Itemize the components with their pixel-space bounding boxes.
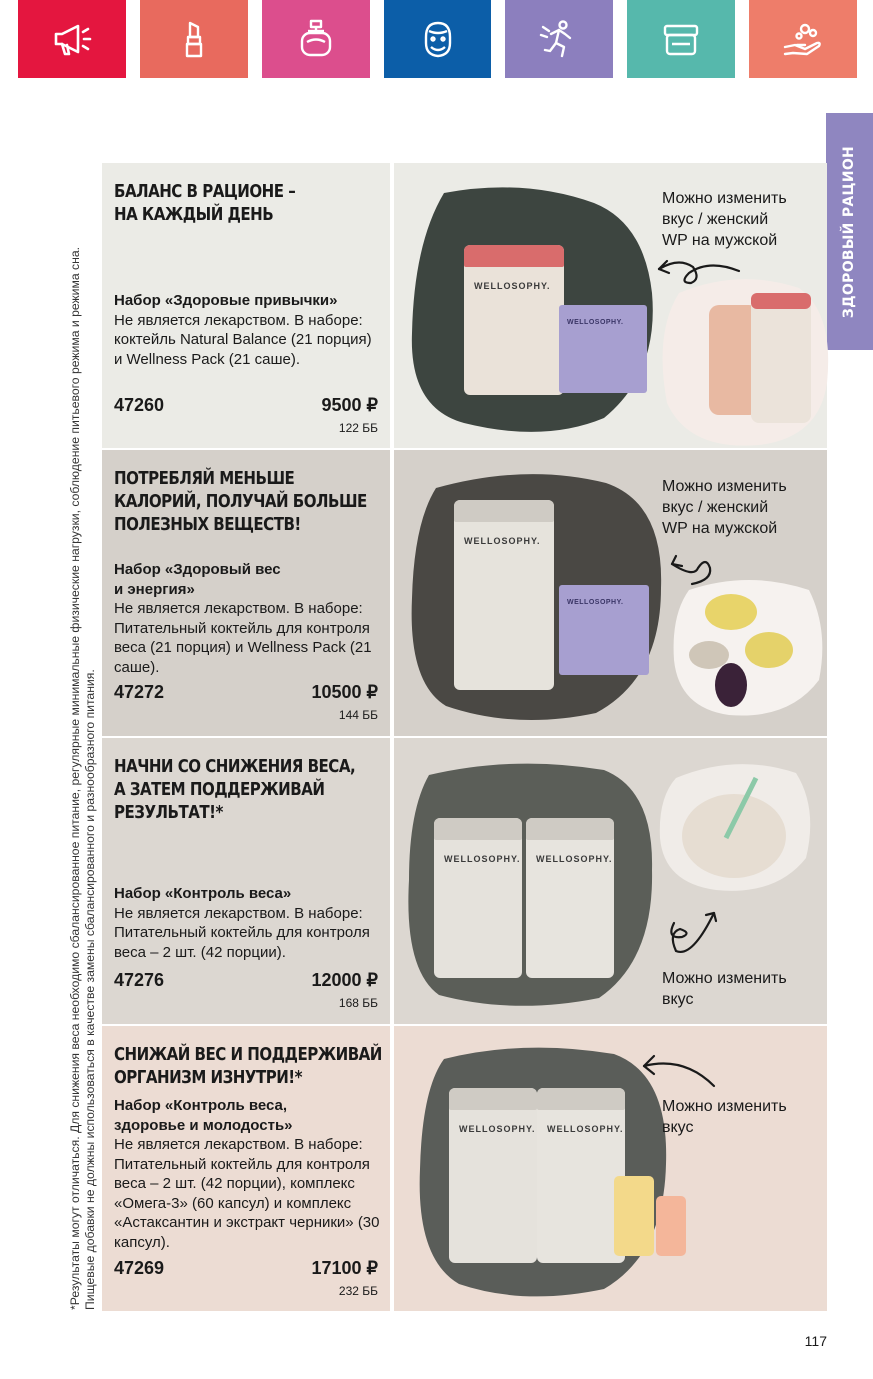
page-number: 117 [804, 1333, 827, 1349]
change-note: Можно изменить вкус [662, 1098, 787, 1136]
arrow-icon [662, 903, 722, 963]
product-code: 47276 [114, 970, 165, 990]
product-bb: 232 ББ [338, 1284, 378, 1298]
set-contents: Не является лекарством. В наборе: Питательный коктейль для контроля веса – 2 шт. (42 порции), комплекс «Омега-3» (60 капсул) и комплекс «Астаксантин и экстракт черники» (30 капсул). [114, 1136, 380, 1251]
side-tab-label: ЗДОРОВЫЙ РАЦИОН [841, 145, 858, 318]
product-code: 47269 [114, 1258, 165, 1278]
brand-label: WELLOSOPHY. [567, 319, 624, 326]
set-name: Набор «Контроль веса» [114, 885, 292, 902]
drink-photo-backdrop [659, 273, 829, 448]
cream-jar-icon [659, 17, 703, 61]
perfume-icon [294, 17, 338, 61]
drink-photo [656, 758, 816, 898]
product-title: ПОТРЕБЛЯЙ МЕНЬШЕ КАЛОРИЙ, ПОЛУЧАЙ БОЛЬШЕ ПОЛЕЗНЫХ ВЕЩЕСТВ! [114, 469, 367, 535]
shake-can [454, 500, 554, 690]
brand-label: WELLOSOPHY. [464, 536, 541, 546]
product-section-4 [102, 1026, 827, 1311]
product-image-1 [394, 163, 827, 448]
product-description [114, 884, 384, 962]
man-face-icon [416, 17, 460, 61]
brand-label: WELLOSOPHY. [459, 1124, 536, 1134]
product-section-2 [102, 450, 827, 736]
product-title: СНИЖАЙ ВЕС И ПОДДЕРЖИВАЙ ОРГАНИЗМ ИЗНУТРИ!* [114, 1045, 382, 1088]
product-title: БАЛАНС В РАЦИОНЕ – НА КАЖДЫЙ ДЕНЬ [114, 182, 296, 225]
set-contents: Не является лекарством. В наборе: коктейль Natural Balance (21 порция) и Wellness Pack (21 саше). [114, 311, 372, 368]
category-tabs [18, 0, 857, 78]
astaxanthin-bottle [656, 1196, 686, 1256]
set-contents: Не является лекарством. В наборе: Питательный коктейль для контроля веса – 2 шт. (42 порции). [114, 904, 370, 961]
shake-can [526, 818, 614, 978]
product-image-2 [394, 450, 827, 736]
disclaimer [68, 190, 98, 1310]
shake-can [434, 818, 522, 978]
shake-can [537, 1088, 625, 1263]
category-tab-makeup[interactable] [140, 0, 248, 78]
product-image-4 [394, 1026, 827, 1311]
set-name: Набор «Контроль веса, здоровье и молодость» [114, 1097, 293, 1134]
brand-label: WELLOSOPHY. [444, 854, 521, 864]
product-price: 17100 ₽ [311, 1258, 378, 1278]
change-note: Можно изменить вкус [662, 970, 787, 1008]
capsules-photo [669, 570, 827, 720]
shake-can [449, 1088, 537, 1263]
product-section-1 [102, 163, 827, 448]
side-tab-healthy-diet[interactable] [826, 113, 873, 350]
product-code: 47272 [114, 682, 165, 702]
brand-label: WELLOSOPHY. [536, 854, 613, 864]
disclaimer-line-2: Пищевые добавки не должны использоваться в качестве замены сбалансированного и разнообразного питания. [83, 669, 97, 1310]
hand-wash-icon [781, 17, 825, 61]
arrow-icon [634, 1046, 719, 1091]
runner-icon [537, 17, 581, 61]
set-contents: Не является лекарством. В наборе: Питательный коктейль для контроля веса (21 порция) и Wellness Pack (21 саше). [114, 600, 372, 676]
product-code: 47260 [114, 395, 165, 415]
product-bb: 168 ББ [338, 996, 378, 1010]
shake-can [464, 245, 564, 395]
change-note: Можно изменить вкус / женский WP на мужской [662, 190, 787, 249]
wellness-pack-box [559, 305, 647, 393]
lipstick-icon [172, 17, 216, 61]
brand-label: WELLOSOPHY. [567, 599, 624, 606]
set-name: Набор «Здоровые привычки» [114, 292, 338, 309]
product-bb: 122 ББ [338, 421, 378, 435]
wellness-pack-box [559, 585, 649, 675]
category-tab-health[interactable] [505, 0, 613, 78]
product-text-3 [102, 738, 390, 1024]
product-text-4 [102, 1026, 390, 1311]
product-image-3 [394, 738, 827, 1024]
product-description [114, 560, 384, 677]
product-section-3 [102, 738, 827, 1024]
product-text-1 [102, 163, 390, 448]
product-description [114, 291, 384, 369]
arrow-icon [662, 550, 722, 590]
product-bb: 144 ББ [338, 708, 378, 722]
disclaimer-line-1: *Результаты могут отличаться. Для снижения веса необходимо сбалансированное питание, регулярные минимальные физические нагрузки, соблюдение питьевого режима и режима сна. [68, 246, 82, 1310]
omega-3-bottle [614, 1176, 654, 1256]
category-tab-home[interactable] [749, 0, 857, 78]
product-price: 10500 ₽ [311, 682, 378, 702]
change-note: Можно изменить вкус / женский WP на мужской [662, 478, 787, 537]
product-title: НАЧНИ СО СНИЖЕНИЯ ВЕСА, А ЗАТЕМ ПОДДЕРЖИВАЙ РЕЗУЛЬТАТ!* [114, 757, 356, 823]
product-text-2 [102, 450, 390, 736]
category-tab-perfume[interactable] [262, 0, 370, 78]
megaphone-icon [50, 17, 94, 61]
category-tab-promo[interactable] [18, 0, 126, 78]
set-name: Набор «Здоровый вес и энергия» [114, 561, 281, 598]
brand-label: WELLOSOPHY. [547, 1124, 624, 1134]
product-price: 12000 ₽ [311, 970, 378, 990]
category-tab-skincare[interactable] [627, 0, 735, 78]
brand-label: WELLOSOPHY. [474, 281, 551, 291]
category-tab-men[interactable] [384, 0, 492, 78]
product-description [114, 1096, 384, 1252]
arrow-icon [649, 251, 744, 291]
product-price: 9500 ₽ [321, 395, 378, 415]
